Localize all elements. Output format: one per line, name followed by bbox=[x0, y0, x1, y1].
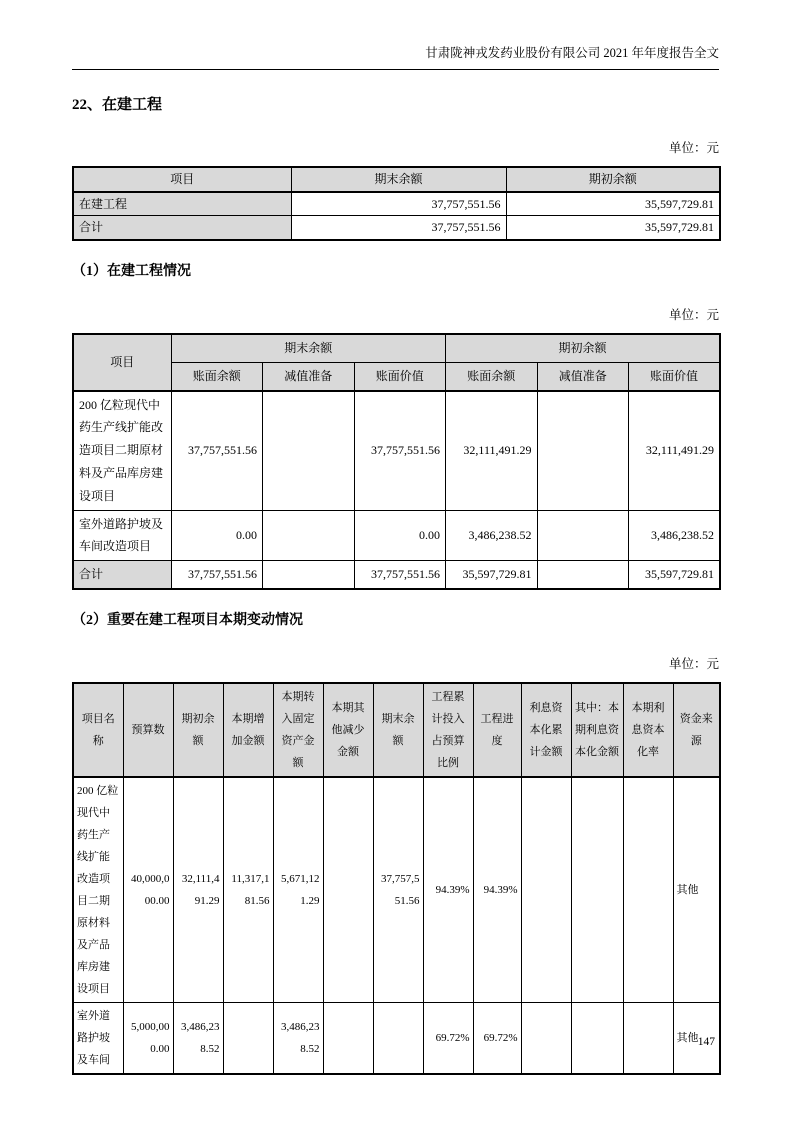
value-cell: 37,757,551.56 bbox=[373, 777, 423, 1003]
col-header-book-value: 账面价值 bbox=[629, 362, 721, 390]
value-cell: 35,597,729.81 bbox=[629, 561, 721, 589]
value-cell bbox=[323, 777, 373, 1003]
row-label: 200 亿粒现代中药生产线扩能改造项目二期原材料及产品库房建设项目 bbox=[73, 777, 123, 1003]
col-header-impairment: 减值准备 bbox=[263, 362, 355, 390]
value-cell: 0.00 bbox=[171, 510, 263, 561]
value-cell bbox=[537, 510, 629, 561]
table-row bbox=[73, 777, 720, 1003]
value-cell: 3,486,238.52 bbox=[446, 510, 538, 561]
value-cell: 3,486,238.52 bbox=[629, 510, 721, 561]
unit-label-3: 单位：元 bbox=[668, 656, 719, 671]
unit-label-1: 单位：元 bbox=[668, 140, 719, 155]
col-header-book-value: 账面价值 bbox=[354, 362, 446, 390]
value-cell: 32,111,491.29 bbox=[173, 777, 223, 1003]
col-header-other-decreases: 本期其他减少金额 bbox=[323, 683, 373, 777]
row-label: 合计 bbox=[73, 561, 171, 589]
value-cell bbox=[571, 1002, 623, 1074]
col-header-project-name: 项目名称 bbox=[73, 683, 123, 777]
col-header-funding-source: 资金来源 bbox=[673, 683, 720, 777]
value-cell bbox=[263, 391, 355, 510]
page-header-text: 甘肃陇神戎发药业股份有限公司 2021 年年度报告全文 bbox=[425, 46, 719, 60]
value-cell: 其他 bbox=[673, 1002, 720, 1074]
row-label: 合计 bbox=[73, 216, 291, 240]
cip-summary-table bbox=[72, 166, 721, 241]
col-header-impairment: 减值准备 bbox=[537, 362, 629, 390]
value-cell: 69.72% bbox=[473, 1002, 521, 1074]
value-cell: 69.72% bbox=[423, 1002, 473, 1074]
value-cell: 0.00 bbox=[354, 510, 446, 561]
unit-label-2: 单位：元 bbox=[668, 307, 719, 322]
section-title: 22、在建工程 bbox=[72, 96, 163, 113]
value-cell: 37,757,551.56 bbox=[171, 391, 263, 510]
value-cell bbox=[373, 1002, 423, 1074]
value-cell: 37,757,551.56 bbox=[171, 561, 263, 589]
col-header-progress: 工程进度 bbox=[473, 683, 521, 777]
value-cell: 35,597,729.81 bbox=[506, 192, 720, 216]
value-cell: 35,597,729.81 bbox=[446, 561, 538, 589]
value-cell bbox=[521, 777, 571, 1003]
table-total-row bbox=[73, 216, 720, 240]
col-header-capitalized-interest-current: 其中：本期利息资本化金额 bbox=[571, 683, 623, 777]
col-header-closing-balance: 期末余额 bbox=[373, 683, 423, 777]
table-row bbox=[73, 510, 720, 561]
row-label: 室外道路护坡及车间改造项目 bbox=[73, 510, 171, 561]
col-header-closing-balance: 期末余额 bbox=[291, 167, 506, 192]
col-header-transfer-to-fixed-assets: 本期转入固定资产金额 bbox=[273, 683, 323, 777]
table-row bbox=[73, 1002, 720, 1074]
col-header-book-balance: 账面余额 bbox=[446, 362, 538, 390]
value-cell: 11,317,181.56 bbox=[223, 777, 273, 1003]
col-header-book-balance: 账面余额 bbox=[171, 362, 263, 390]
cip-movement-table bbox=[72, 682, 721, 1075]
col-header-investment-to-budget-ratio: 工程累计投入占预算比例 bbox=[423, 683, 473, 777]
value-cell bbox=[537, 561, 629, 589]
value-cell: 5,671,121.29 bbox=[273, 777, 323, 1003]
group-header-closing: 期末余额 bbox=[171, 334, 446, 362]
value-cell bbox=[623, 777, 673, 1003]
value-cell: 35,597,729.81 bbox=[506, 216, 720, 240]
table-group-header-row bbox=[73, 334, 720, 362]
value-cell: 40,000,000.00 bbox=[123, 777, 173, 1003]
subsection-title-2: （2）重要在建工程项目本期变动情况 bbox=[72, 612, 303, 628]
col-header-capitalized-interest-accum: 利息资本化累计金额 bbox=[521, 683, 571, 777]
value-cell bbox=[571, 777, 623, 1003]
row-label: 200 亿粒现代中药生产线扩能改造项目二期原材料及产品库房建设项目 bbox=[73, 391, 171, 510]
page-header bbox=[72, 46, 719, 70]
value-cell bbox=[223, 1002, 273, 1074]
row-label: 在建工程 bbox=[73, 192, 291, 216]
table-header-row bbox=[73, 167, 720, 192]
table-subheader-row bbox=[73, 362, 720, 390]
value-cell: 37,757,551.56 bbox=[291, 192, 506, 216]
table-row bbox=[73, 391, 720, 510]
value-cell: 32,111,491.29 bbox=[629, 391, 721, 510]
col-header-budget: 预算数 bbox=[123, 683, 173, 777]
value-cell: 3,486,238.52 bbox=[173, 1002, 223, 1074]
value-cell bbox=[623, 1002, 673, 1074]
value-cell bbox=[323, 1002, 373, 1074]
value-cell: 3,486,238.52 bbox=[273, 1002, 323, 1074]
value-cell: 5,000,000.00 bbox=[123, 1002, 173, 1074]
page-number: 147 bbox=[697, 1036, 715, 1048]
value-cell bbox=[521, 1002, 571, 1074]
col-header-item: 项目 bbox=[73, 167, 291, 192]
col-header-opening-balance: 期初余额 bbox=[506, 167, 720, 192]
subsection-title-1: （1）在建工程情况 bbox=[72, 264, 191, 280]
value-cell: 94.39% bbox=[423, 777, 473, 1003]
value-cell bbox=[537, 391, 629, 510]
value-cell: 94.39% bbox=[473, 777, 521, 1003]
col-header-additions: 本期增加金额 bbox=[223, 683, 273, 777]
value-cell bbox=[263, 510, 355, 561]
value-cell: 32,111,491.29 bbox=[446, 391, 538, 510]
row-label: 室外道路护坡及车间 bbox=[73, 1002, 123, 1074]
value-cell: 其他 bbox=[673, 777, 720, 1003]
col-header-capitalization-rate: 本期利息资本化率 bbox=[623, 683, 673, 777]
value-cell bbox=[263, 561, 355, 589]
value-cell: 37,757,551.56 bbox=[354, 391, 446, 510]
table-header-row bbox=[73, 683, 720, 777]
value-cell: 37,757,551.56 bbox=[354, 561, 446, 589]
col-header-item: 项目 bbox=[73, 334, 171, 391]
table-total-row bbox=[73, 561, 720, 589]
cip-detail-table bbox=[72, 333, 721, 590]
col-header-opening-balance: 期初余额 bbox=[173, 683, 223, 777]
group-header-opening: 期初余额 bbox=[446, 334, 721, 362]
value-cell: 37,757,551.56 bbox=[291, 216, 506, 240]
table-row bbox=[73, 192, 720, 216]
